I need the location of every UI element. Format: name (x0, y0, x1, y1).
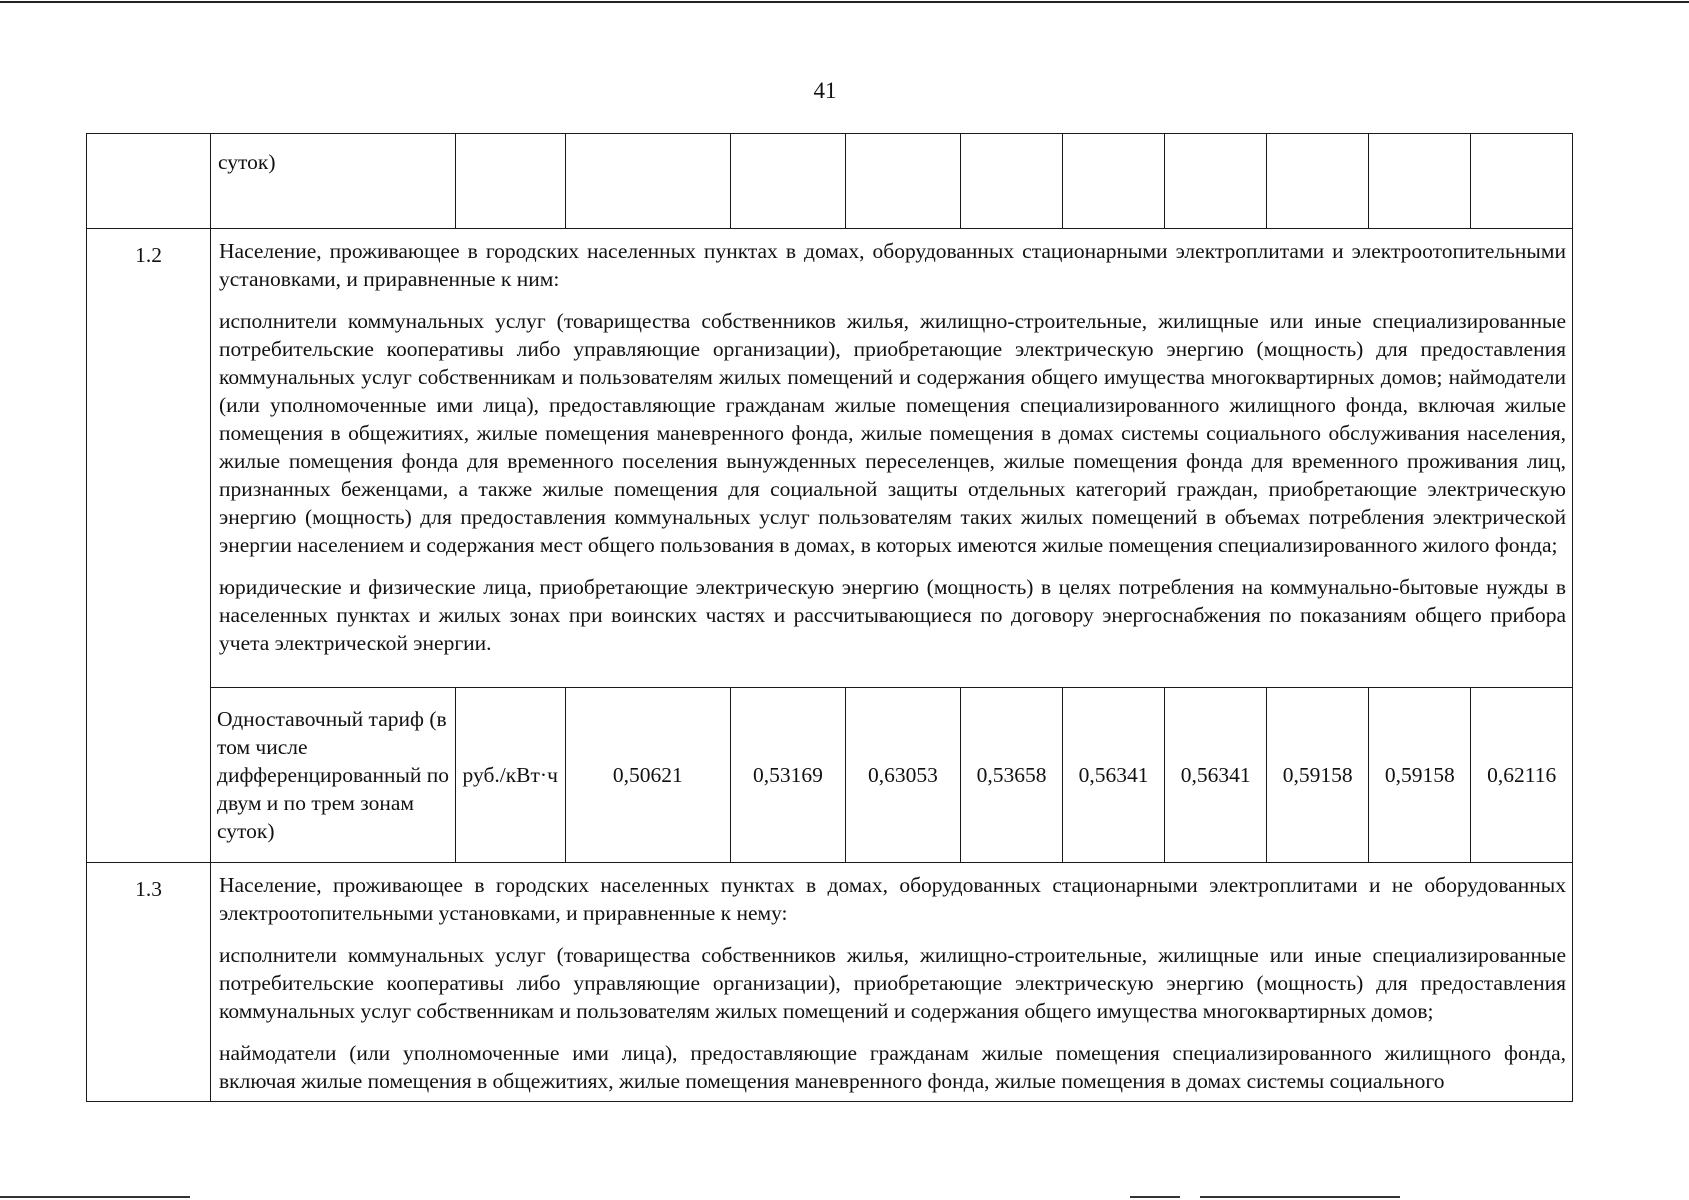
category-paragraph: юридические и физические лица, приобретающие электрическую энергию (мощность) в целях потребления на коммунально-бытовые нужды в населенных пунктах и жилых зонах при воинских частях и рассчитывающиеся по договору энергоснабжения по показаниям общего прибора учета электрической энергии. (219, 575, 1566, 655)
row-number: 1.3 (87, 863, 211, 1102)
tariff-value: 0,59158 (1369, 688, 1471, 863)
category-heading: Население, проживающее в городских населенных пунктах в домах, оборудованных стационарными электроплитами и не оборудованных электроотопительными установками, и приравненные к нему: (219, 873, 1566, 925)
scan-bottom-mark (1130, 1196, 1180, 1198)
continuation-cells (211, 134, 1572, 228)
tariff-value: 0,62116 (1471, 688, 1572, 863)
tariff-value: 0,56341 (1063, 688, 1165, 863)
tariff-value: 0,56341 (1165, 688, 1267, 863)
tariff-label-continued: суток) (218, 150, 276, 174)
row-number: 1.2 (87, 229, 211, 863)
table-row (87, 229, 1573, 863)
scan-bottom-mark (1200, 1196, 1400, 1198)
tariff-value: 0,53658 (961, 688, 1063, 863)
tariff-values-row (211, 687, 1572, 862)
empty-cell (1165, 134, 1267, 228)
empty-cell (730, 134, 845, 228)
empty-cell (961, 134, 1063, 228)
tariff-label: Одноставочный тариф (в том числе дифференцированный по двум и по трем зонам суток) (217, 707, 450, 843)
category-heading: Население, проживающее в городских населенных пунктах в домах, оборудованных стационарными электроплитами и электроотопительными установками, и приравненные к ним: (219, 239, 1566, 291)
empty-cell (455, 134, 565, 228)
tariff-table (86, 133, 1573, 1102)
unit-label: руб./кВт·ч (455, 688, 565, 863)
empty-cell (1063, 134, 1165, 228)
tariff-value: 0,59158 (1267, 688, 1369, 863)
empty-cell (1471, 134, 1572, 228)
table-row (87, 863, 1573, 1102)
empty-cell (1369, 134, 1471, 228)
empty-cell (845, 134, 960, 228)
tariff-value: 0,53169 (730, 688, 845, 863)
row-number (87, 134, 211, 229)
scan-top-border (0, 1, 1689, 3)
tariff-value: 0,50621 (565, 688, 730, 863)
category-paragraph: наймодатели (или уполномоченные ими лица), предоставляющие гражданам жилые помещения специализированного жилищного фонда, включая жилые помещения в общежитиях, жилые помещения маневренного фонда, жилые помещения в домах системы социального (219, 1041, 1566, 1093)
table-row (87, 134, 1573, 229)
tariff-value: 0,63053 (845, 688, 960, 863)
empty-cell (565, 134, 730, 228)
category-paragraph: исполнители коммунальных услуг (товарищества собственников жилья, жилищно-строительные, жилищные или иные специализированные потребительские кооперативы либо управляющие организации), приобретающие электрическую энергию (мощность) для предоставления коммунальных услуг собственникам и пользователям жилых помещений и содержания общего имущества многоквартирных домов; (219, 943, 1566, 1023)
category-paragraph: исполнители коммунальных услуг (товарищества собственников жилья, жилищно-строительные, жилищные или иные специализированные потребительские кооперативы либо управляющие организации), приобретающие электрическую энергию (мощность) для предоставления коммунальных услуг собственникам и пользователям жилых помещений и содержания общего имущества многоквартирных домов; наймодатели (или уполномоченные ими лица), предоставляющие гражданам жилые помещения специализированного жилищного фонда, включая жилые помещения в общежитиях, жилые помещения маневренного фонда, жилые помещения в домах системы социального обслуживания населения, жилые помещения фонда для временного поселения вынужденных переселенцев, жилые помещения фонда для временного проживания лиц, признанных беженцами, а также жилые помещения для социальной защиты отдельных категорий граждан, приобретающие электрическую энергию (мощность) для предоставления коммунальных услуг пользователям таких жилых помещений в объемах потребления электрической энергии населением и содержания мест общего пользования в домах, в которых имеются жилые помещения специализированного жилого фонда; (219, 309, 1566, 557)
page-number: 41 (813, 78, 837, 103)
empty-cell (1267, 134, 1369, 228)
scan-bottom-mark (0, 1196, 190, 1198)
